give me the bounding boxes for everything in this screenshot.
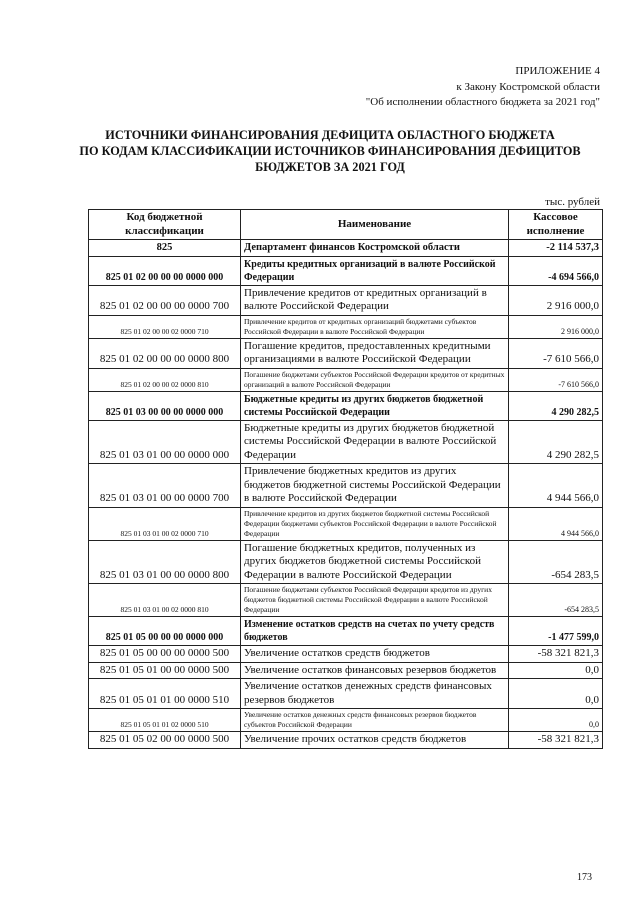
row-code: 825 01 02 00 00 00 0000 700: [89, 285, 241, 315]
row-value: 2 916 000,0: [509, 315, 603, 338]
row-name: Увеличение остатков финансовых резервов бюджетов: [241, 662, 509, 679]
row-value: -1 477 599,0: [509, 617, 603, 646]
table-row: [89, 420, 603, 464]
row-value: -654 283,5: [509, 584, 603, 617]
row-value: 0,0: [509, 679, 603, 709]
table-row: [89, 464, 603, 508]
row-name: Изменение остатков средств на счетах по учету средств бюджетов: [241, 617, 509, 646]
row-name: Привлечение кредитов от кредитных организаций в валюте Российской Федерации: [241, 285, 509, 315]
table-row: [89, 709, 603, 732]
units-label: тыс. рублей: [545, 196, 600, 208]
row-value: 4 944 566,0: [509, 507, 603, 540]
row-name: Увеличение остатков денежных средств финансовых резервов бюджетов: [241, 679, 509, 709]
table-row: [89, 646, 603, 663]
title-line-1: ИСТОЧНИКИ ФИНАНСИРОВАНИЯ ДЕФИЦИТА ОБЛАСТНОГО БЮДЖЕТА: [105, 128, 555, 142]
row-code: 825: [89, 240, 241, 257]
table-row: [89, 584, 603, 617]
row-code: 825 01 05 00 00 00 0000 500: [89, 646, 241, 663]
row-code: 825 01 03 01 00 02 0000 710: [89, 507, 241, 540]
row-value: 2 916 000,0: [509, 285, 603, 315]
row-name: Бюджетные кредиты из других бюджетов бюджетной системы Российской Федерации в валюте Российской Федерации: [241, 420, 509, 464]
row-name: Погашение кредитов, предоставленных кредитными организациями в валюте Российской Федерации: [241, 338, 509, 368]
table-row: [89, 732, 603, 749]
table-header-row: [89, 210, 603, 240]
row-code: 825 01 02 00 00 00 0000 000: [89, 256, 241, 285]
row-value: 0,0: [509, 662, 603, 679]
table-row: [89, 540, 603, 584]
row-name: Бюджетные кредиты из других бюджетов бюджетной системы Российской Федерации: [241, 391, 509, 420]
row-value: 4 290 282,5: [509, 391, 603, 420]
row-value: -654 283,5: [509, 540, 603, 584]
sources-table: [88, 209, 603, 749]
table-row: [89, 240, 603, 257]
title-line-3: БЮДЖЕТОВ ЗА 2021 ГОД: [255, 160, 405, 174]
document-title: [70, 127, 590, 175]
row-name: Увеличение остатков денежных средств финансовых резервов бюджетов субъектов Российской Федерации: [241, 709, 509, 732]
row-code: 825 01 03 00 00 00 0000 000: [89, 391, 241, 420]
table-row: [89, 315, 603, 338]
appendix-label: ПРИЛОЖЕНИЕ 4: [515, 65, 600, 77]
row-code: 825 01 02 00 00 02 0000 710: [89, 315, 241, 338]
row-value: 0,0: [509, 709, 603, 732]
row-code: 825 01 03 01 00 00 0000 000: [89, 420, 241, 464]
row-name: Увеличение прочих остатков средств бюджетов: [241, 732, 509, 749]
row-name: Погашение бюджетами субъектов Российской Федерации кредитов от кредитных организаций в валюте Российской Федерации: [241, 368, 509, 391]
table-row: [89, 617, 603, 646]
row-code: 825 01 05 01 00 00 0000 500: [89, 662, 241, 679]
row-code: 825 01 03 01 00 00 0000 800: [89, 540, 241, 584]
row-code: 825 01 02 00 00 02 0000 810: [89, 368, 241, 391]
row-value: -7 610 566,0: [509, 368, 603, 391]
header-code: Код бюджетной классификации: [89, 210, 241, 240]
table-row: [89, 256, 603, 285]
row-code: 825 01 03 01 00 00 0000 700: [89, 464, 241, 508]
row-value: -58 321 821,3: [509, 646, 603, 663]
table-row: [89, 368, 603, 391]
appendix-law: к Закону Костромской области: [456, 80, 600, 93]
row-name: Департамент финансов Костромской области: [241, 240, 509, 257]
row-value: -4 694 566,0: [509, 256, 603, 285]
row-name: Кредиты кредитных организаций в валюте Российской Федерации: [241, 256, 509, 285]
row-name: Увеличение остатков средств бюджетов: [241, 646, 509, 663]
row-code: 825 01 05 01 01 00 0000 510: [89, 679, 241, 709]
table-row: [89, 338, 603, 368]
table-row: [89, 391, 603, 420]
row-value: 4 944 566,0: [509, 464, 603, 508]
row-name: Привлечение бюджетных кредитов из других бюджетов бюджетной системы Российской Федерации в валюте Российской Федерации: [241, 464, 509, 508]
header-name: Наименование: [241, 210, 509, 240]
appendix-header: [366, 64, 600, 111]
row-value: -7 610 566,0: [509, 338, 603, 368]
row-name: Погашение бюджетами субъектов Российской Федерации кредитов из других бюджетов бюджетной системы Российской Федерации в валюте Российской Федерации: [241, 584, 509, 617]
table-body: [89, 240, 603, 749]
row-value: -2 114 537,3: [509, 240, 603, 257]
table-row: [89, 285, 603, 315]
row-value: 4 290 282,5: [509, 420, 603, 464]
row-name: Привлечение кредитов от кредитных организаций бюджетами субъектов Российской Федерации в валюте Российской Федерации: [241, 315, 509, 338]
title-line-2: ПО КОДАМ КЛАССИФИКАЦИИ ИСТОЧНИКОВ ФИНАНСИРОВАНИЯ ДЕФИЦИТОВ: [79, 144, 581, 158]
row-code: 825 01 05 02 00 00 0000 500: [89, 732, 241, 749]
row-code: 825 01 05 00 00 00 0000 000: [89, 617, 241, 646]
table-row: [89, 679, 603, 709]
row-code: 825 01 05 01 01 02 0000 510: [89, 709, 241, 732]
page-number: 173: [577, 872, 592, 883]
row-value: -58 321 821,3: [509, 732, 603, 749]
row-name: Погашение бюджетных кредитов, полученных из других бюджетов бюджетной системы Российской Федерации в валюте Российской Федерации: [241, 540, 509, 584]
table-row: [89, 507, 603, 540]
table-row: [89, 662, 603, 679]
row-name: Привлечение кредитов из других бюджетов бюджетной системы Российской Федерации бюджетами субъектов Российской Федерации в валюте Российской Федерации: [241, 507, 509, 540]
row-code: 825 01 03 01 00 02 0000 810: [89, 584, 241, 617]
row-code: 825 01 02 00 00 00 0000 800: [89, 338, 241, 368]
appendix-law-title: "Об исполнении областного бюджета за 2021 год": [365, 96, 600, 108]
header-value: Кассовое исполнение: [509, 210, 603, 240]
